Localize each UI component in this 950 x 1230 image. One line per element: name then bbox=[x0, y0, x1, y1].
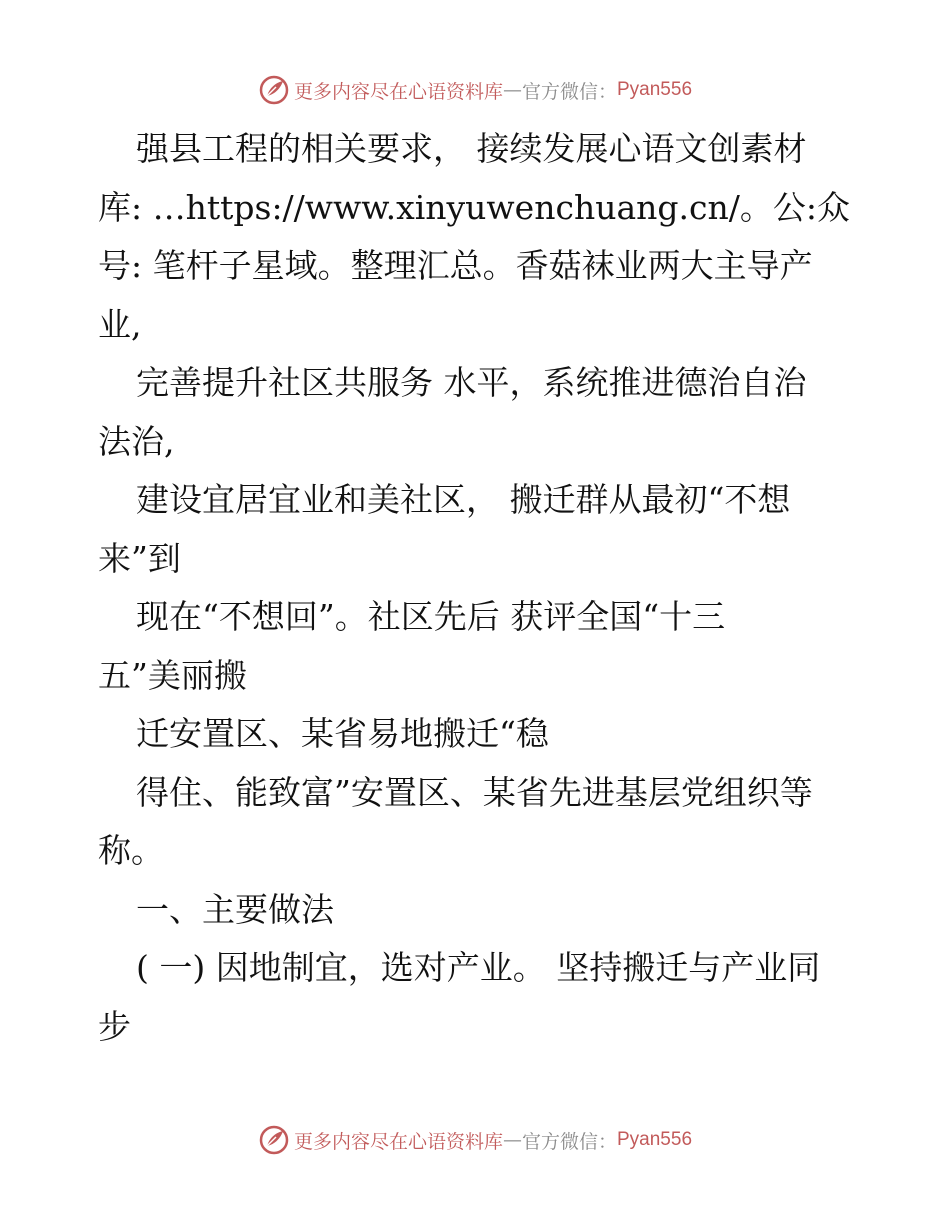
header-banner bbox=[0, 70, 950, 110]
section-heading: 一、主要做法 bbox=[136, 889, 334, 929]
footer-separator: — bbox=[502, 1129, 522, 1151]
leaf-pen-logo-icon bbox=[258, 1124, 290, 1156]
body-line: 称。 bbox=[98, 831, 164, 870]
footer-contact-label: 官方微信： bbox=[521, 1130, 617, 1153]
leaf-pen-logo-icon bbox=[258, 74, 290, 106]
body-line: 迁安置区、某省易地搬迁“稳 bbox=[136, 714, 549, 753]
body-line: 得住、能致富”安置区、某省先进基层党组织等 bbox=[136, 772, 813, 812]
document-body bbox=[98, 120, 858, 1056]
footer-brand-text: 更多内容尽在心语资料库 bbox=[293, 1130, 503, 1153]
body-line: 业, bbox=[98, 304, 142, 344]
footer-banner bbox=[0, 1120, 950, 1160]
body-line: 五”美丽搬 bbox=[98, 655, 247, 695]
body-line: 来”到 bbox=[98, 538, 181, 578]
body-line: 强县工程的相关要求， 接续发展心语文创素材 bbox=[136, 129, 807, 168]
subsection-heading: ( 一) 因地制宜，选对产业。 坚持搬迁与产业同 bbox=[136, 948, 821, 987]
header-separator: — bbox=[502, 79, 522, 101]
body-line: 号: 笔杆子星域。整理汇总。香菇袜业两大主导产 bbox=[98, 246, 813, 285]
header-brand-text: 更多内容尽在心语资料库 bbox=[293, 80, 503, 103]
body-line: 现在“不想回”。社区先后 获评全国“十三 bbox=[136, 597, 726, 636]
header-wechat-id: Pyan556 bbox=[617, 79, 693, 100]
body-line: 步 bbox=[98, 1006, 131, 1046]
body-line: 建设宜居宜业和美社区， 搬迁群从最初“不想 bbox=[136, 480, 791, 519]
header-contact-label: 官方微信： bbox=[521, 80, 617, 103]
body-line: 完善提升社区共服务 水平，系统推进德治自治 bbox=[136, 363, 807, 402]
body-line: 法治, bbox=[98, 421, 175, 461]
footer-wechat-id: Pyan556 bbox=[617, 1129, 693, 1150]
body-line: 库: …https://www.xinyuwenchuang.cn/。公:众 bbox=[98, 187, 850, 227]
